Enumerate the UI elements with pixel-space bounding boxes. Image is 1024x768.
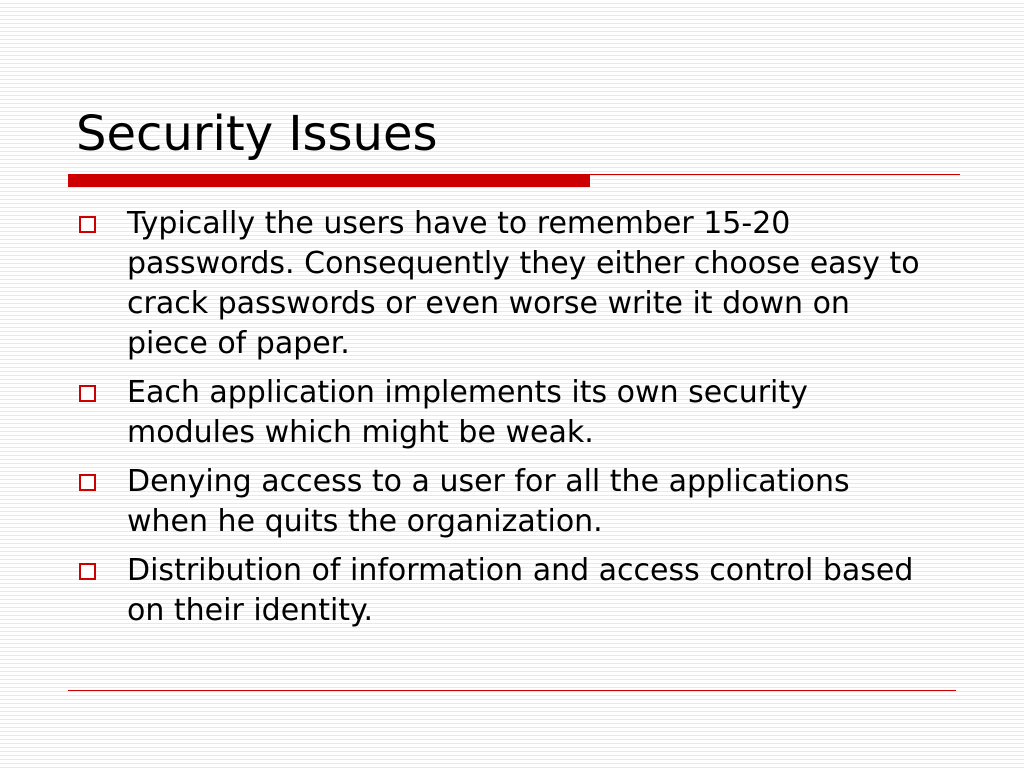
bullet-item-passwords (76, 204, 936, 364)
bullet-item-security-modules (76, 373, 936, 453)
bullet-list (76, 204, 936, 631)
hollow-square-bullet-icon (79, 474, 96, 491)
bullet-text: Typically the users have to remember 15-20 passwords. Consequently they either choose easy to crack passwords or even worse write it down on piece of paper. (127, 206, 920, 361)
title-underline-thick (68, 175, 590, 187)
slide-title: Security Issues (76, 106, 438, 162)
hollow-square-bullet-icon (79, 563, 96, 580)
hollow-square-bullet-icon (79, 385, 96, 402)
bullet-text: Each application implements its own security modules which might be weak. (127, 375, 808, 450)
bullet-item-distribution (76, 551, 936, 631)
hollow-square-bullet-icon (79, 216, 96, 233)
bullet-item-denying-access (76, 462, 936, 542)
footer-divider (68, 690, 956, 691)
bullet-text: Denying access to a user for all the applications when he quits the organization. (127, 464, 850, 539)
bullet-text: Distribution of information and access control based on their identity. (127, 553, 914, 628)
